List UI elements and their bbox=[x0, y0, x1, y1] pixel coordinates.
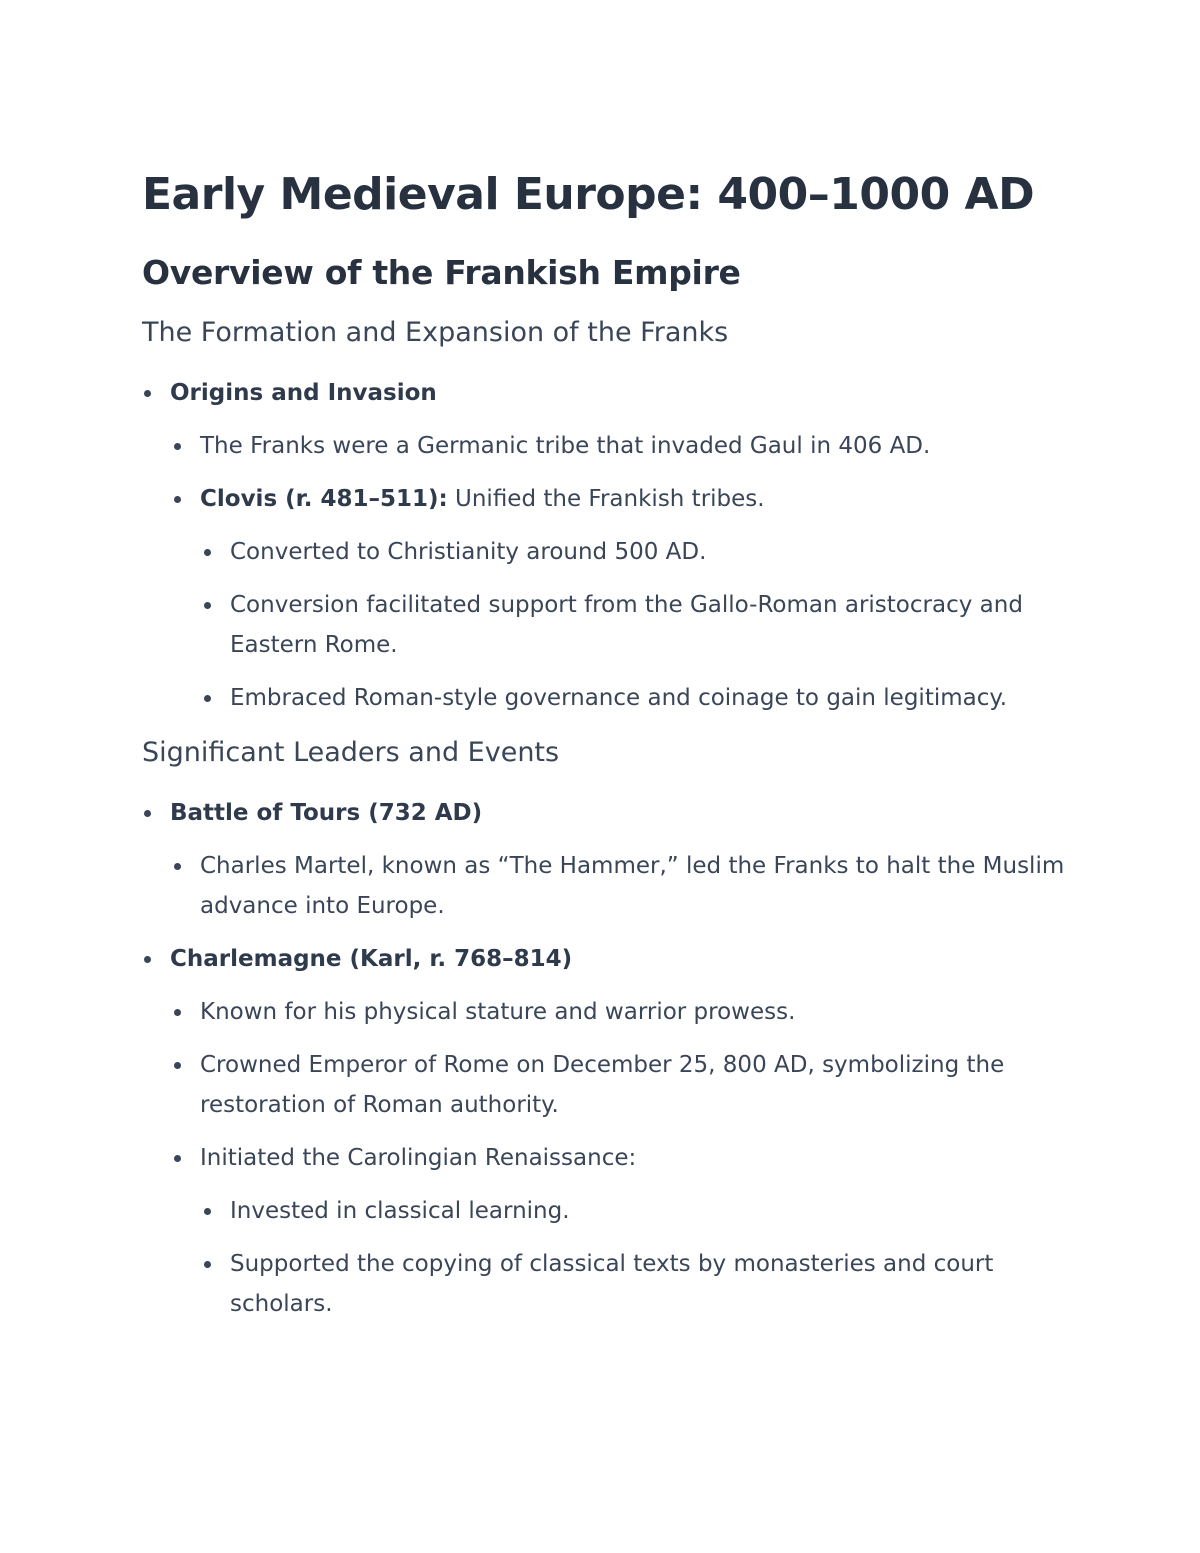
bullet-icon bbox=[204, 1261, 211, 1268]
section-heading: Overview of the Frankish Empire bbox=[142, 253, 741, 292]
subsection-heading-formation: The Formation and Expansion of the Franks bbox=[142, 317, 729, 348]
list-item bbox=[142, 1045, 1072, 1125]
list-item bbox=[142, 1191, 1072, 1231]
crowned-text: Crowned Emperor of Rome on December 25, 800 AD, symbolizing the restoration of Roman authority. bbox=[200, 1052, 1005, 1118]
bullet-icon bbox=[174, 1155, 181, 1162]
subsection-heading-leaders: Significant Leaders and Events bbox=[142, 737, 560, 768]
list-item bbox=[142, 793, 1072, 833]
clovis-text: Unified the Frankish tribes. bbox=[447, 486, 765, 512]
list-item bbox=[142, 939, 1072, 979]
bullet-icon bbox=[144, 810, 151, 817]
bullet-icon bbox=[174, 443, 181, 450]
list-item bbox=[142, 426, 1072, 466]
list-item bbox=[142, 678, 1072, 718]
document-title: Early Medieval Europe: 400–1000 AD bbox=[142, 169, 1035, 220]
converted-text: Converted to Christianity around 500 AD. bbox=[230, 539, 707, 565]
clovis-label: Clovis (r. 481–511): bbox=[200, 486, 448, 512]
bullet-icon bbox=[204, 695, 211, 702]
bullet-icon bbox=[144, 390, 151, 397]
list-item bbox=[142, 585, 1072, 665]
list-item bbox=[142, 479, 1072, 519]
conversion-text: Conversion facilitated support from the Gallo-Roman aristocracy and Eastern Rome. bbox=[230, 592, 1023, 658]
copying-text: Supported the copying of classical texts by monasteries and court scholars. bbox=[230, 1251, 994, 1317]
bullet-icon bbox=[174, 1009, 181, 1016]
invested-text: Invested in classical learning. bbox=[230, 1198, 570, 1224]
stature-text: Known for his physical stature and warrior prowess. bbox=[200, 999, 796, 1025]
list-item bbox=[142, 532, 1072, 572]
list-item bbox=[142, 846, 1072, 926]
origins-label: Origins and Invasion bbox=[170, 380, 437, 406]
franks-text: The Franks were a Germanic tribe that invaded Gaul in 406 AD. bbox=[200, 433, 931, 459]
leaders-list bbox=[142, 793, 1072, 1324]
bullet-icon bbox=[174, 1062, 181, 1069]
bullet-icon bbox=[174, 496, 181, 503]
renaissance-text: Initiated the Carolingian Renaissance: bbox=[200, 1145, 637, 1171]
charlemagne-label: Charlemagne (Karl, r. 768–814) bbox=[170, 946, 573, 972]
formation-list bbox=[142, 373, 1072, 718]
document-page bbox=[142, 165, 1072, 1337]
embraced-text: Embraced Roman-style governance and coinage to gain legitimacy. bbox=[230, 685, 1008, 711]
bullet-icon bbox=[144, 956, 151, 963]
list-item bbox=[142, 1244, 1072, 1324]
list-item bbox=[142, 992, 1072, 1032]
martel-text: Charles Martel, known as “The Hammer,” led the Franks to halt the Muslim advance into Europe. bbox=[200, 853, 1065, 919]
bullet-icon bbox=[204, 602, 211, 609]
bullet-icon bbox=[204, 1208, 211, 1215]
tours-label: Battle of Tours (732 AD) bbox=[170, 800, 483, 826]
list-item bbox=[142, 373, 1072, 413]
bullet-icon bbox=[204, 549, 211, 556]
bullet-icon bbox=[174, 863, 181, 870]
list-item bbox=[142, 1138, 1072, 1178]
